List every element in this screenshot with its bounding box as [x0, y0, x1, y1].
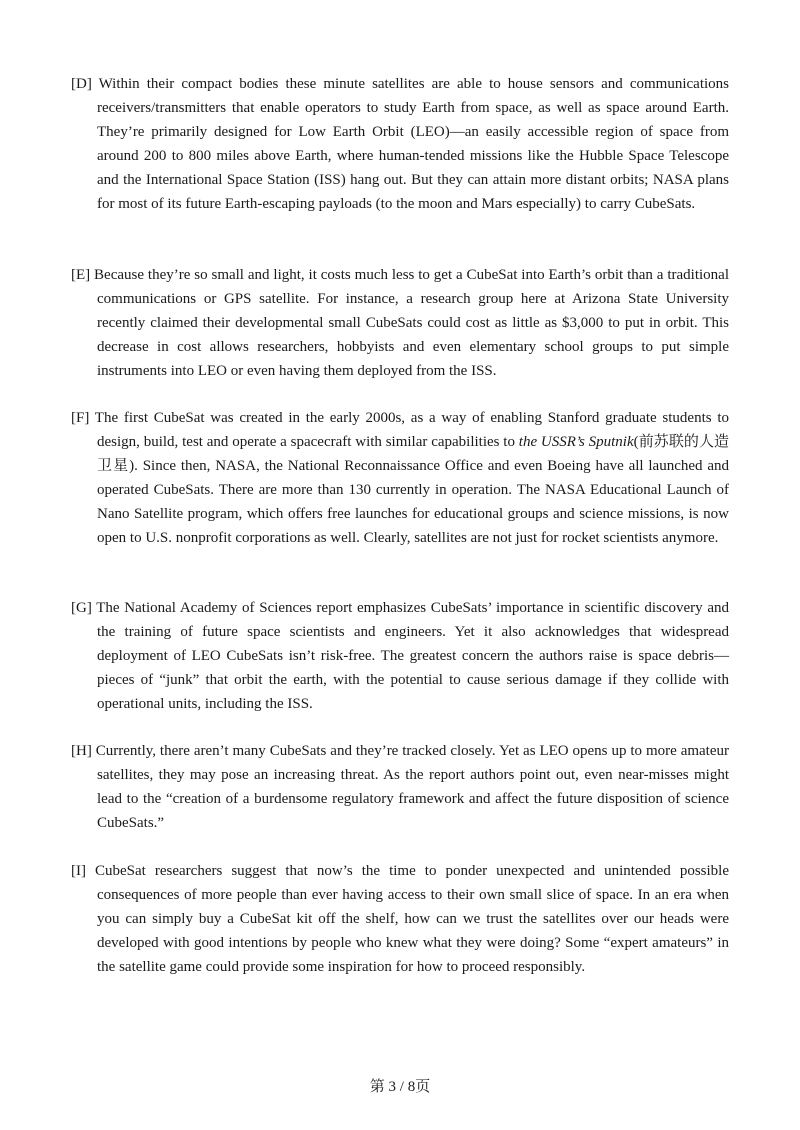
paragraph-d-text: [D] Within their compact bodies these minute satellites are able to house sensors and communications receivers/transmitters that enable operators to study Earth from space, as well as space around Earth. They’re primarily designed for Low Earth Orbit (LEO)—an easily accessible region of space from around 200 to 800 miles above Earth, where human-tended missions like the Hubble Space Telescope and the International Space Station (ISS) hang out. But they can attain more distant orbits; NASA plans for most of its future Earth-escaping payloads (to the moon and Mars especially) to carry CubeSats. [71, 76, 729, 212]
paragraph-i [71, 860, 729, 980]
paragraph-f-text-before: [F] The first CubeSat was created in the early 2000s, as a way of enabling Stanford graduate students to design, build, test and operate a spacecraft with similar capabilities to [71, 410, 729, 450]
paragraph-h-text: [H] Currently, there aren’t many CubeSats and they’re tracked closely. Yet as LEO opens up to more amateur satellites, they may pose an increasing threat. As the report authors point out, even near-misses might lead to the “creation of a burdensome regulatory framework and affect the future disposition of science CubeSats.” [71, 743, 729, 831]
paragraph-f-text-after: (前苏联的人造卫星). Since then, NASA, the National Reconnaissance Office and even Boeing have all launched and operated CubeSats. There are more than 130 currently in operation. The NASA Educational Launch of Nano Satellite program, which offers free launches for educational groups and science missions, is now open to U.S. nonprofit corporations as well. Clearly, satellites are not just for rocket scientists anymore. [97, 433, 730, 546]
paragraph-e-text: [E] Because they’re so small and light, it costs much less to get a CubeSat into Earth’s orbit than a traditional communications or GPS satellite. For instance, a research group here at Arizona State University recently claimed their developmental small CubeSats could cost as little as $3,000 to put in orbit. This decrease in cost allows researchers, hobbyists and even elementary school groups to put simple instruments into LEO or even having them deployed from the ISS. [71, 267, 729, 379]
paragraph-i-text: [I] CubeSat researchers suggest that now’s the time to ponder unexpected and unintended possible consequences of more people than ever having access to their own small slice of space. In an era when you can simply buy a CubeSat kit off the shelf, how can we trust the satellites over our heads were developed with good intentions by people who knew what they were doing? Some “expert amateurs” in the satellite game could provide some inspiration for how to proceed responsibly. [71, 863, 729, 975]
paragraph-g-text: [G] The National Academy of Sciences report emphasizes CubeSats’ importance in scientific discovery and the training of future space scientists and engineers. Yet it also acknowledges that widespread deployment of LEO CubeSats isn’t risk-free. The greatest concern the authors raise is space debris—pieces of “junk” that orbit the earth, with the potential to cause serious damage if they collide with operational units, including the ISS. [71, 600, 729, 712]
paragraph-f [71, 407, 729, 550]
paragraph-g [71, 597, 729, 717]
page-number-footer: 第 3 / 8页 [369, 1079, 431, 1095]
paragraph-d [71, 73, 729, 216]
paragraph-h [71, 740, 729, 836]
paragraph-f-italic-term: the USSR’s Sputnik [518, 433, 634, 450]
paragraph-e [71, 264, 729, 384]
